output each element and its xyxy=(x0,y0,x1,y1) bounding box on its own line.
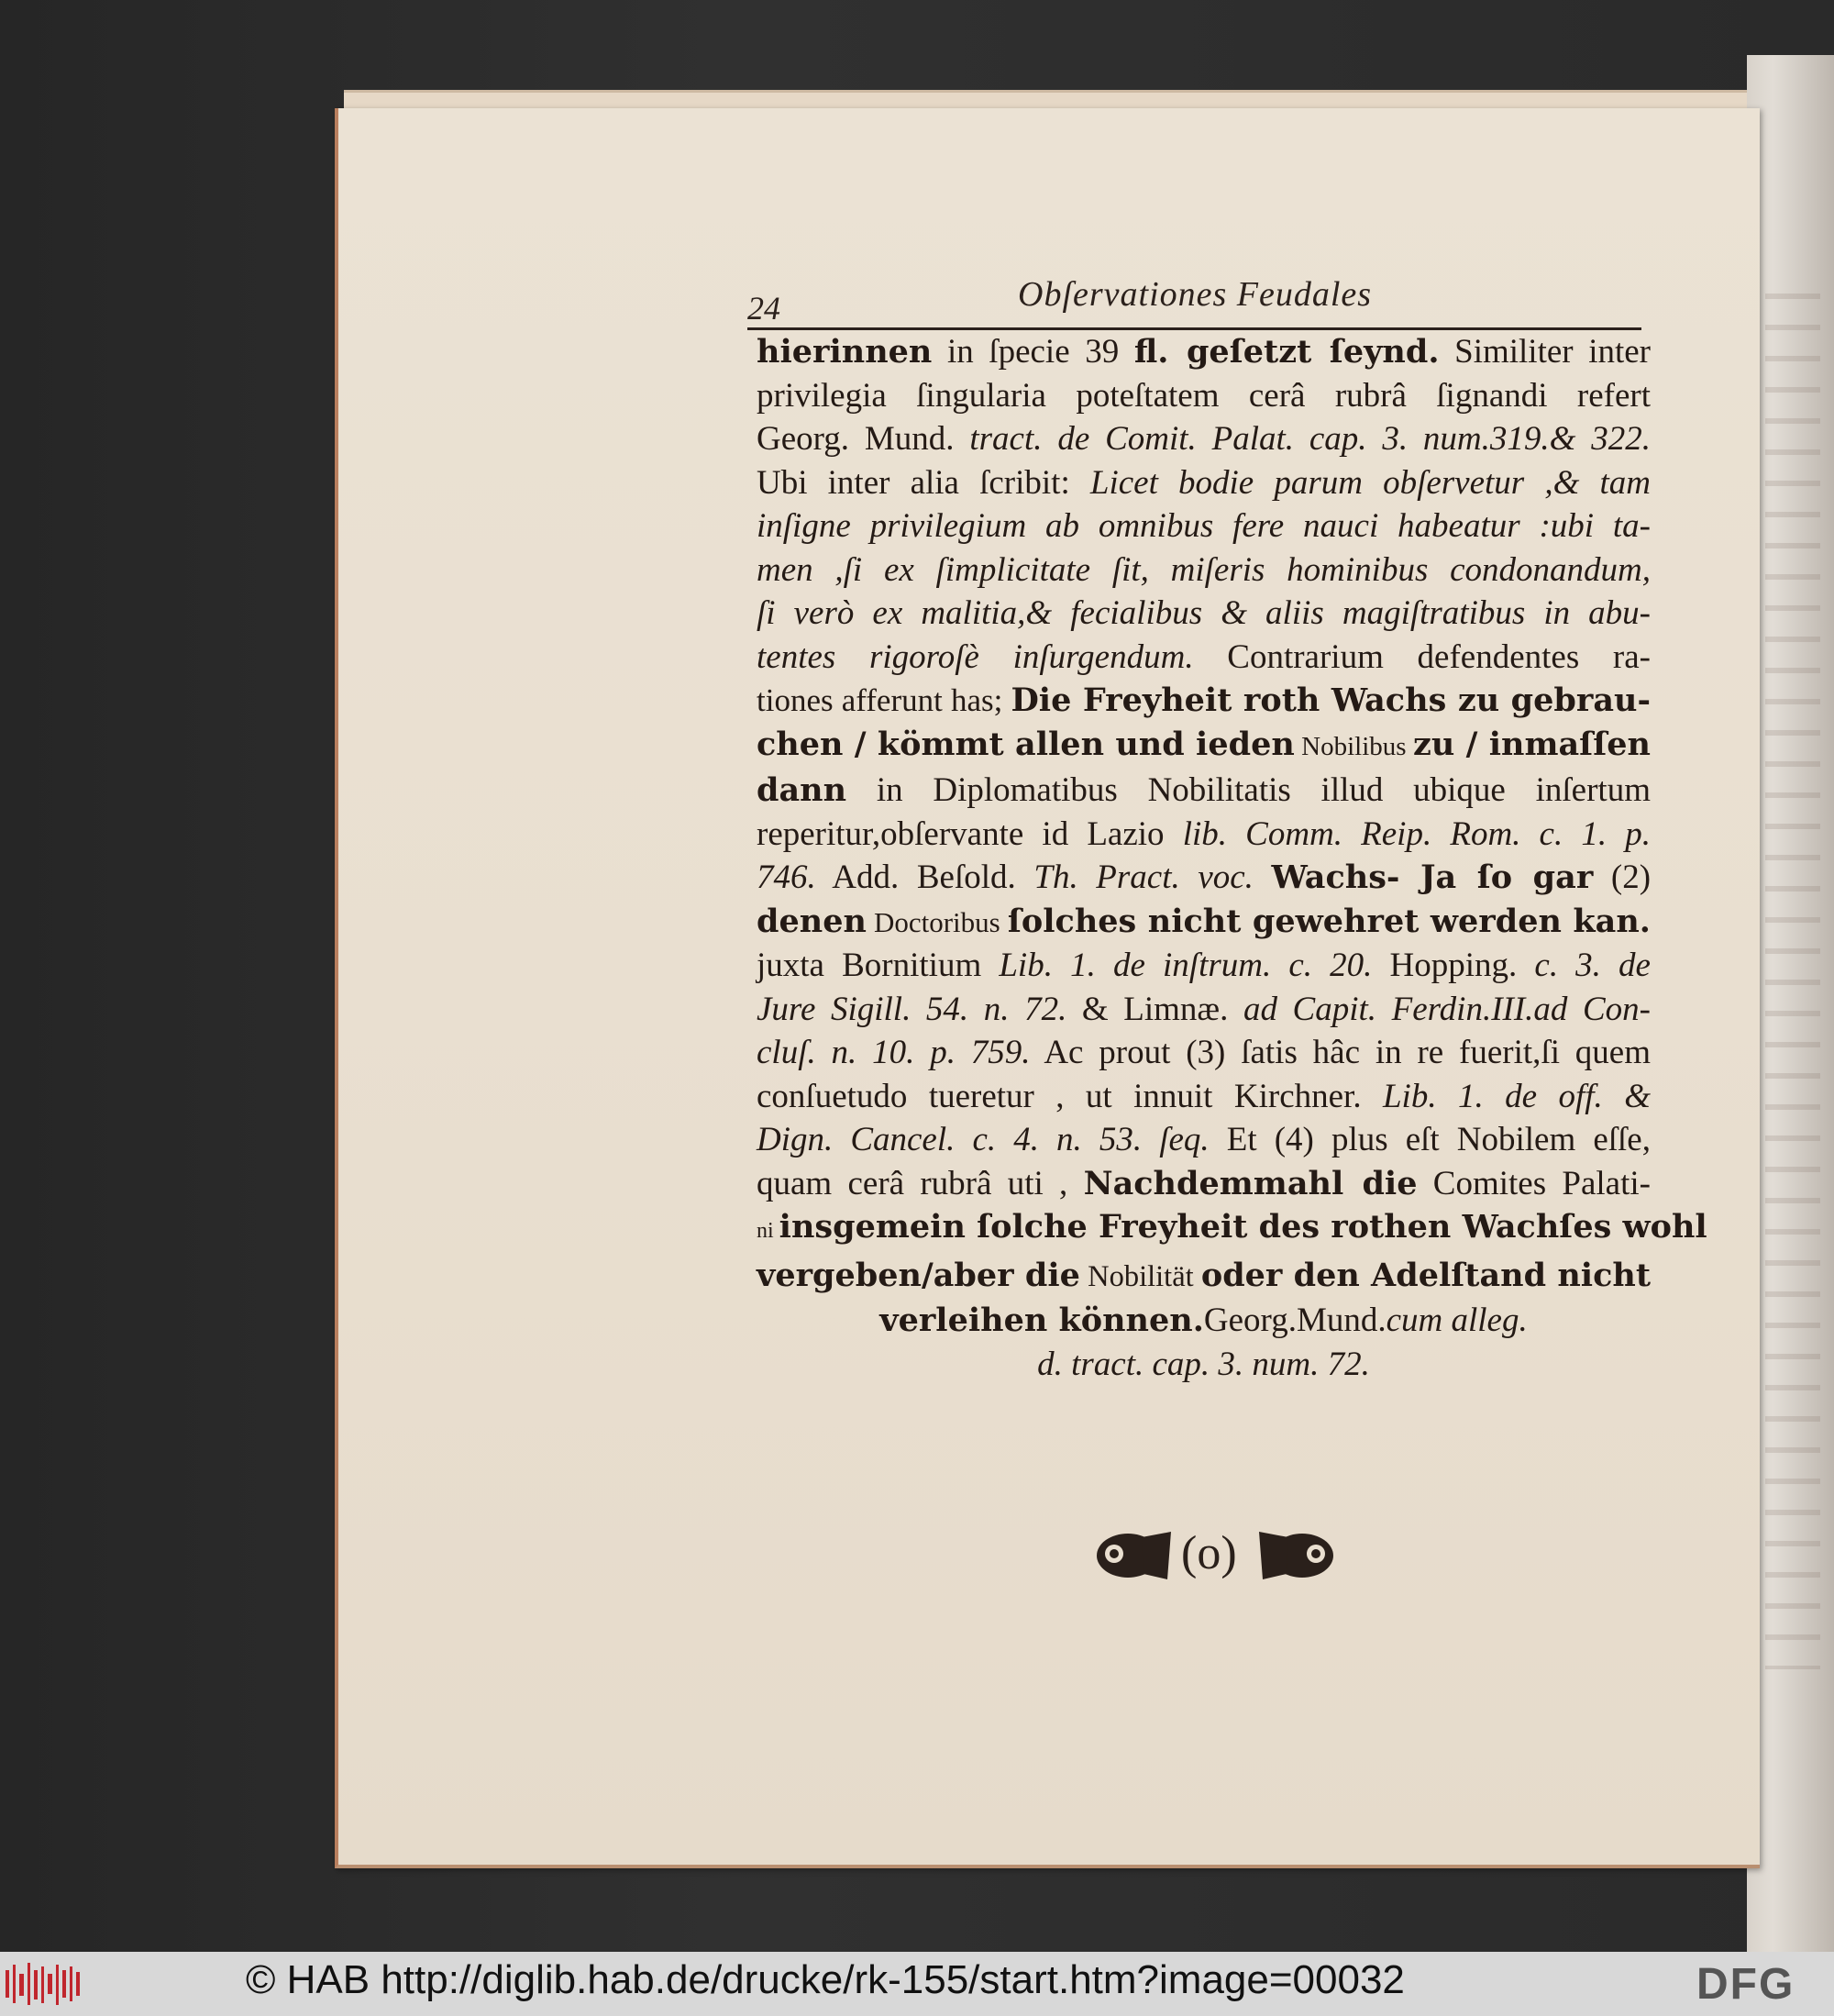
roman-run: in Diplomatibus Nobilitatis illud ubique inſertum xyxy=(846,771,1651,809)
text-line xyxy=(757,813,1651,857)
text-line xyxy=(757,461,1651,505)
printer-ornament xyxy=(1087,1523,1343,1587)
roman-run: Doctoribus xyxy=(866,905,1008,938)
italic-run: tract. de Comit. Palat. cap. 3. num.319.& 322. xyxy=(969,420,1651,458)
dfg-logo-icon[interactable]: DFG xyxy=(1696,1960,1795,2009)
text-line xyxy=(757,679,1651,723)
italic-run: Lib. 1. de inſtrum. c. 20. xyxy=(999,947,1373,984)
running-head: Obſervationes Feudales xyxy=(1018,275,1373,314)
italic-run: c. 3. de xyxy=(1534,947,1651,984)
text-line xyxy=(757,1162,1651,1206)
blackletter-run: oder den Adelſtand nicht xyxy=(1200,1256,1651,1294)
italic-run: d. tract. cap. 3. num. 72. xyxy=(1037,1345,1370,1383)
roman-run: Nobilität xyxy=(1079,1259,1201,1293)
italic-run: ſi verò ex malitia,& fecialibus & aliis magiſtratibus in abu- xyxy=(757,594,1651,632)
italic-run: Licet bodie parum obſervetur ,& tam xyxy=(1089,463,1651,502)
page-header xyxy=(747,271,1651,335)
text-line xyxy=(757,548,1651,593)
blackletter-run: Nachdemmahl die xyxy=(1083,1164,1418,1202)
roman-run: quam cerâ rubrâ uti , xyxy=(757,1164,1084,1202)
text-line xyxy=(757,1031,1651,1075)
roman-run: Hopping. xyxy=(1372,947,1535,984)
italic-run: Lib. 1. de off. & xyxy=(1382,1077,1651,1115)
text-line xyxy=(757,944,1651,988)
italic-run: tentes rigoroſè inſurgendum. xyxy=(757,637,1194,676)
blackletter-run: denen xyxy=(757,902,867,940)
next-page-edge xyxy=(1747,55,1834,1952)
roman-run: Similiter inter xyxy=(1439,333,1652,371)
barcode-logo-icon[interactable] xyxy=(6,1961,81,2007)
text-line xyxy=(757,769,1651,813)
italic-run: Dign. Cancel. c. 4. n. 53. ſeq. xyxy=(757,1121,1210,1158)
text-line xyxy=(757,330,1651,374)
roman-run: Georg. Mund. xyxy=(757,420,970,458)
blackletter-run: zu / inmaſſen xyxy=(1412,725,1651,763)
page-number: 24 xyxy=(747,290,780,327)
italic-run: inſigne privilegium ab omnibus fere nauci habeatur :ubi ta- xyxy=(757,507,1651,545)
roman-run: Ac prout (3) ſatis hâc in re fuerit,ſi quem xyxy=(1030,1034,1651,1071)
text-line xyxy=(757,1205,1707,1254)
italic-run: cluſ. n. 10. p. 759. xyxy=(757,1034,1031,1071)
blackletter-run: verleihen können. xyxy=(879,1302,1204,1339)
text-line xyxy=(757,1343,1651,1387)
roman-run: Et (4) plus eſt Nobilem eſſe, xyxy=(1209,1121,1651,1158)
italic-run: ad Capit. Ferdin.III.ad Con- xyxy=(1243,990,1651,1028)
text-line xyxy=(757,723,1651,770)
roman-run: Comites Palati- xyxy=(1417,1164,1651,1202)
roman-run: Georg.Mund. xyxy=(1203,1302,1387,1339)
roman-run xyxy=(1254,858,1272,896)
roman-run: tiones afferunt has; xyxy=(757,682,1011,718)
blackletter-run: fl. geſetzt ſeynd. xyxy=(1133,333,1440,371)
text-line xyxy=(757,1254,1651,1300)
text-line xyxy=(757,504,1651,548)
text-line xyxy=(757,900,1651,945)
text-line xyxy=(757,1118,1651,1162)
roman-run: Ubi inter alia ſcribit: xyxy=(757,463,1090,502)
roman-run: Contrarium defendentes ra- xyxy=(1193,637,1651,676)
italic-run: 746. xyxy=(757,858,816,896)
roman-run: juxta Bornitium xyxy=(757,947,1000,984)
blackletter-run: Wachs- Ja ſo gar xyxy=(1271,858,1594,896)
italic-run: Th. Pract. voc. xyxy=(1033,858,1254,896)
text-line xyxy=(757,1075,1651,1119)
roman-run: in ſpecie 39 xyxy=(932,333,1134,371)
text-line xyxy=(757,636,1651,680)
body-text xyxy=(757,330,1707,1386)
blackletter-run: chen / kömmt allen und ieden xyxy=(757,725,1295,763)
roman-run: reperitur,obſervante id Lazio xyxy=(757,814,1183,853)
roman-run: privilegia ſingularia poteſtatem cerâ rubrâ ſignandi refert xyxy=(757,376,1651,415)
text-line xyxy=(757,988,1651,1032)
blackletter-run: dann xyxy=(757,771,847,809)
blackletter-run: hierinnen xyxy=(757,333,933,371)
italic-run: lib. Comm. Reip. Rom. c. 1. p. xyxy=(1182,814,1651,853)
text-line xyxy=(757,1299,1651,1343)
ornament-text: (o) xyxy=(1181,1527,1237,1579)
blackletter-run: insgemein ſolche Freyheit des rothen Wachſes wohl xyxy=(779,1208,1707,1246)
roman-run: Add. Beſold. xyxy=(815,858,1034,896)
text-line xyxy=(757,592,1651,636)
footer-bar xyxy=(0,1952,1834,2016)
copyright-link[interactable]: © HAB http://diglib.hab.de/drucke/rk-155/start.htm?image=00032 xyxy=(246,1957,1405,2002)
roman-run: (2) xyxy=(1593,858,1652,896)
roman-run: Nobilibus xyxy=(1294,731,1413,761)
roman-run: ni xyxy=(757,1219,779,1243)
italic-run: cum alleg. xyxy=(1386,1302,1528,1339)
text-line xyxy=(757,374,1651,418)
italic-run: men ,ſi ex ſimplicitate ſit, miſeris hominibus condonandum, xyxy=(757,550,1651,589)
blackletter-run: vergeben/aber die xyxy=(757,1256,1080,1294)
roman-run: & Limnæ. xyxy=(1066,990,1243,1028)
blackletter-run: Die Freyheit roth Wachs zu gebrau- xyxy=(1011,681,1651,719)
text-line xyxy=(757,856,1651,900)
italic-run: Jure Sigill. 54. n. 72. xyxy=(757,990,1067,1028)
show-through-text xyxy=(1765,294,1820,1669)
blackletter-run: ſolches nicht gewehret werden kan. xyxy=(1007,902,1651,940)
roman-run: conſuetudo tueretur , ut innuit Kirchner. xyxy=(757,1077,1383,1115)
text-line xyxy=(757,417,1651,461)
